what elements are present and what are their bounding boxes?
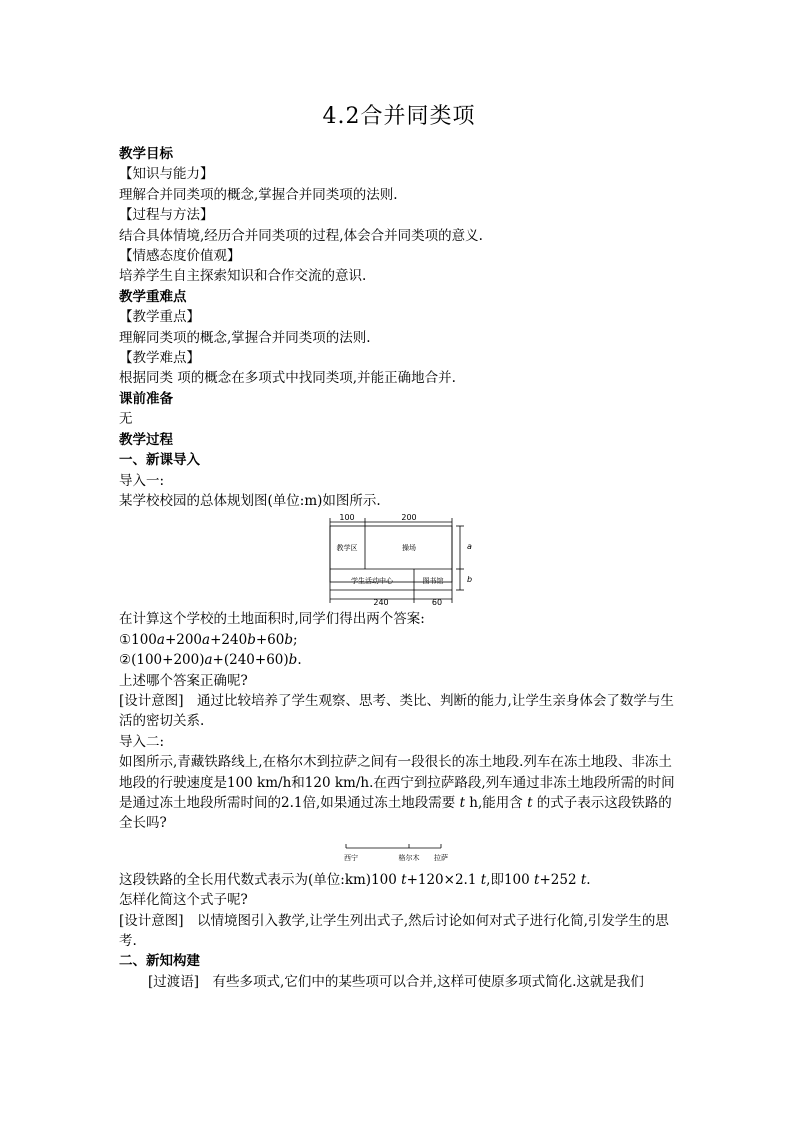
var-b: b xyxy=(247,631,256,648)
intro-two-part1: 如图所示,青藏铁路线上,在格尔木到拉萨之间有一段很长的冻土地段.列车在冻土地段、非冻土地段的行驶速度是100 km/h和120 km/h.在西宁到拉萨路段,列车通过非冻土地段所需的时间是通过冻土地段所需时间的2.1倍,如果通过冻土地段需要 xyxy=(119,754,675,811)
intro-two-part3: 的式子表示这段铁路的全长吗? xyxy=(119,794,672,832)
answer-one xyxy=(119,630,679,650)
campus-plan-figure xyxy=(119,513,679,609)
text-emotion: 培养学生自主探索知识和合作交流的意识. xyxy=(119,268,367,285)
page-title: 4.2合并同类项 xyxy=(322,104,476,129)
var-a: a xyxy=(202,631,211,648)
design-intent-two: [设计意图] 以情境图引入教学,让学生列出式子,然后讨论如何对式子进行化简,引发学生的思考. xyxy=(119,912,669,949)
answer-one-part2: +200 xyxy=(164,631,203,648)
subheading-key: 【教学重点】 xyxy=(119,309,200,326)
text-knowledge: 理解合并同类项的概念,掌握合并同类项的法则. xyxy=(119,186,398,203)
subheading-knowledge: 【知识与能力】 xyxy=(119,166,214,183)
heading-key-difficult: 教学重难点 xyxy=(119,288,187,305)
length-part2: +120×2.1 xyxy=(406,871,481,888)
subheading-process: 【过程与方法】 xyxy=(119,207,214,224)
label-200: 200 xyxy=(401,513,417,523)
design-intent-one: [设计意图] 通过比较培养了学生观察、思考、类比、判断的能力,让学生亲身体会了数学与生活的密切关系. xyxy=(119,692,674,730)
label-playground: 操场 xyxy=(402,544,416,553)
var-t: t xyxy=(459,794,465,811)
answer-one-part4: +60 xyxy=(255,631,285,648)
label-100: 100 xyxy=(339,513,355,523)
section-new-knowledge: 二、新知构建 xyxy=(119,953,200,970)
subheading-emotion: 【情感态度价值观】 xyxy=(119,248,241,265)
answer-one-part5: ; xyxy=(293,631,298,648)
question-one: 上述哪个答案正确呢? xyxy=(119,672,248,689)
railway-figure xyxy=(119,834,679,870)
length-part1: 这段铁路的全长用代数式表示为(单位:km)100 xyxy=(119,871,402,888)
subheading-difficult: 【教学难点】 xyxy=(119,350,200,367)
length-part3: ,即100 xyxy=(486,871,535,888)
answer-two-part3: . xyxy=(297,652,302,669)
var-t: t xyxy=(401,871,407,888)
intro-two-part2: h,能用含 xyxy=(465,794,528,811)
heading-goal: 教学目标 xyxy=(119,146,173,162)
heading-prep: 课前准备 xyxy=(119,390,173,407)
answer-two-part1: ②(100+200) xyxy=(119,652,205,669)
section-intro: 一、新课导入 xyxy=(119,452,200,469)
question-two: 怎样化简这个式子呢? xyxy=(119,892,248,909)
var-b: b xyxy=(284,631,293,648)
text-prep: 无 xyxy=(119,411,133,428)
transition-text: [过渡语] 有些多项式,它们中的某些项可以合并,这样可使原多项式简化.这就是我们 xyxy=(148,973,644,990)
campus-plan-svg xyxy=(119,513,679,609)
label-240: 240 xyxy=(373,598,389,608)
heading-process: 教学过程 xyxy=(119,431,173,448)
intro-one: 导入一: xyxy=(119,472,165,489)
text-process: 结合具体情境,经历合并同类项的过程,体会合并同类项的意义. xyxy=(119,227,483,244)
intro-two: 导入二: xyxy=(119,733,165,750)
label-golmud: 格尔木 xyxy=(398,853,420,862)
label-activity-center: 学生活动中心 xyxy=(351,577,393,586)
label-lhasa: 拉萨 xyxy=(434,853,448,862)
label-library: 图书馆 xyxy=(422,577,444,586)
var-a: a xyxy=(204,652,213,669)
var-t: t xyxy=(534,871,540,888)
answer-two-part2: +(240+60) xyxy=(212,652,289,669)
length-part4: +252 xyxy=(539,871,581,888)
label-a: a xyxy=(467,542,472,552)
var-a: a xyxy=(156,631,165,648)
answer-one-part1: ①100 xyxy=(119,631,157,648)
var-t: t xyxy=(580,871,587,888)
label-b: b xyxy=(467,575,473,585)
text-key: 理解同类项的概念,掌握合并同类项的法则. xyxy=(119,329,371,346)
var-t: t xyxy=(480,871,487,888)
document-page xyxy=(119,100,679,992)
answer-two xyxy=(119,650,679,670)
label-60: 60 xyxy=(431,598,443,608)
var-b: b xyxy=(288,652,298,669)
intro-one-text: 某学校校园的总体规划图(单位:m)如图所示. xyxy=(119,492,381,509)
label-xining: 西宁 xyxy=(344,853,358,862)
railway-length xyxy=(119,870,679,890)
railway-svg xyxy=(119,834,679,870)
text-calc: 在计算这个学校的土地面积时,同学们得出两个答案: xyxy=(119,611,425,628)
text-difficult: 根据同类 项的概念在多项式中找同类项,并能正确地合并. xyxy=(119,370,456,387)
var-t: t xyxy=(527,794,533,811)
intro-two-text xyxy=(119,752,679,834)
length-part5: . xyxy=(586,871,591,888)
answer-one-part3: +240 xyxy=(210,631,248,648)
label-teaching-area: 教学区 xyxy=(336,544,358,553)
